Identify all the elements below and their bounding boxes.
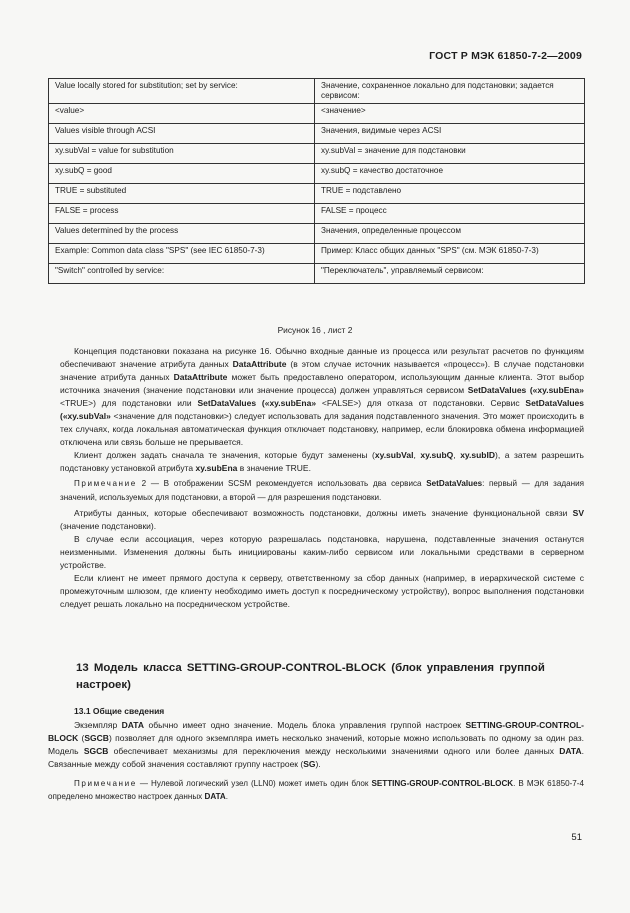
table-cell-english: Values determined by the process [49,224,315,244]
paragraph-substitution-concept: Концепция подстановки показана на рисунке 16. Обычно входные данные из процесса или результат расчетов по функциям обеспечивают значение атрибута данных DataAttribute (в этом случае источник называется «процесс»). В случае подстановки значение атрибута данных DataAttribute может быть предоставлено оператором, использующим данные клиента. Этот выбор источника значения (значение подстановки или значение процесса) должен управляться сервисом SetDataValues («xy.subEna» <TRUE>) для подстановки или SetDataValues («xy.subEna» <FALSE>) для отказа от подстановки. Сервис SetDataValues («xy.subVal» <значение для подстановки>) следует использовать для задания подставленного значения. Это может происходить в тех случаях, когда локальная автоматическая функция отключает подстановку, например, если блокировка обмена информацией отключена или связь больше не прерывается. [60,346,585,448]
substitution-table [48,78,585,284]
body-text [60,345,584,611]
table-row [49,204,585,224]
table-cell-russian: xy.subQ = качество достаточное [315,164,585,184]
table-cell-russian: <значение> [315,104,585,124]
paragraph-client-values: Клиент должен задать сначала те значения, которые будут заменены (xy.subVal, xy.subQ, xy.subID), а затем разрешить подстановку установкой атрибута xy.subEna в значение TRUE. [60,450,584,474]
figure-caption: Рисунок 16 , лист 2 [277,325,353,335]
table-cell-english: TRUE = substituted [49,184,315,204]
table-cell-english: Value locally stored for substitution; set by service: [49,79,315,104]
note-lln0: Примечание — Нулевой логический узел (LLN0) может иметь один блок SETTING-GROUP-CONTROL-BLOCK. В МЭК 61850-7-4 определено множество настроек данных DATA. [48,779,585,802]
table-cell-english: FALSE = process [49,204,315,224]
table-cell-english: Example: Common data class "SPS" (see IEC 61850-7-3) [49,244,315,264]
section-13-body [48,705,584,803]
table-cell-russian: Значения, видимые через ACSI [315,124,585,144]
standard-header: ГОСТ Р МЭК 61850-7-2—2009 [429,50,582,62]
table-cell-russian: Значение, сохраненное локально для подстановки; задается сервисом: [315,79,585,104]
page-number: 51 [571,832,582,843]
table-row [49,244,585,264]
section-13-1-heading: 13.1 Общие сведения [74,706,165,716]
paragraph-sv-attributes: Атрибуты данных, которые обеспечивают возможность подстановки, должны иметь значение функциональной связи SV (значение подстановки). [60,507,584,531]
paragraph-no-direct-access: Если клиент не имеет прямого доступа к серверу, ответственному за сбор данных (например, в иерархической системе с промежуточным шлюзом, где клиенту необходимо иметь доступ к посредническому устройству), вопрос выполнения подстановки следует решать локально на посредническом устройстве. [60,572,584,609]
table-row [49,79,585,104]
table-row [49,124,585,144]
table-cell-russian: xy.subVal = значение для подстановки [315,144,585,164]
table-row [49,184,585,204]
table-row [49,164,585,184]
table-cell-russian: "Переключатель", управляемый сервисом: [315,264,585,284]
table-cell-russian: FALSE = процесс [315,204,585,224]
table-row [49,144,585,164]
table-cell-english: "Switch" controlled by service: [49,264,315,284]
table-cell-russian: Пример: Класс общих данных "SPS" (см. МЭК 61850-7-3) [315,244,585,264]
paragraph-association-broken: В случае если ассоциация, через которую разрешалась подстановка, нарушена, подставленные значения останутся неизменными. Изменения должны быть инициированы каким-либо сервисом или локальными средствами в серверном устройстве. [60,533,584,570]
paragraph-sgcb-intro: Экземпляр DATA обычно имеет одно значение. Модель блока управления группой настроек SETTING-GROUP-CONTROL-BLOCK (SGCB) позволяет для одного экземпляра иметь несколько значений, которые можно использовать по одному за один раз. Модель SGCB обеспечивает механизмы для переключения между несколькими значениями одного или более данных DATA. Связанные между собой значения составляют группу настроек (SG). [48,720,584,770]
table-row [49,264,585,284]
table-row [49,224,585,244]
table-cell-english: Values visible through ACSI [49,124,315,144]
table-cell-english: <value> [49,104,315,124]
table-cell-russian: Значения, определенные процессом [315,224,585,244]
table-cell-russian: TRUE = подставлено [315,184,585,204]
table-row [49,104,585,124]
table-cell-english: xy.subVal = value for substitution [49,144,315,164]
table-cell-english: xy.subQ = good [49,164,315,184]
note-2: Примечание 2 — В отображении SCSM рекомендуется использовать два сервиса SetDataValues: первый — для задания значений, используемых для подстановки, а второй — для разрешения подстановки. [60,479,584,502]
section-13-heading: 13 Модель класса SETTING-GROUP-CONTROL-BLOCK (блок управления группой настроек) [76,662,545,691]
